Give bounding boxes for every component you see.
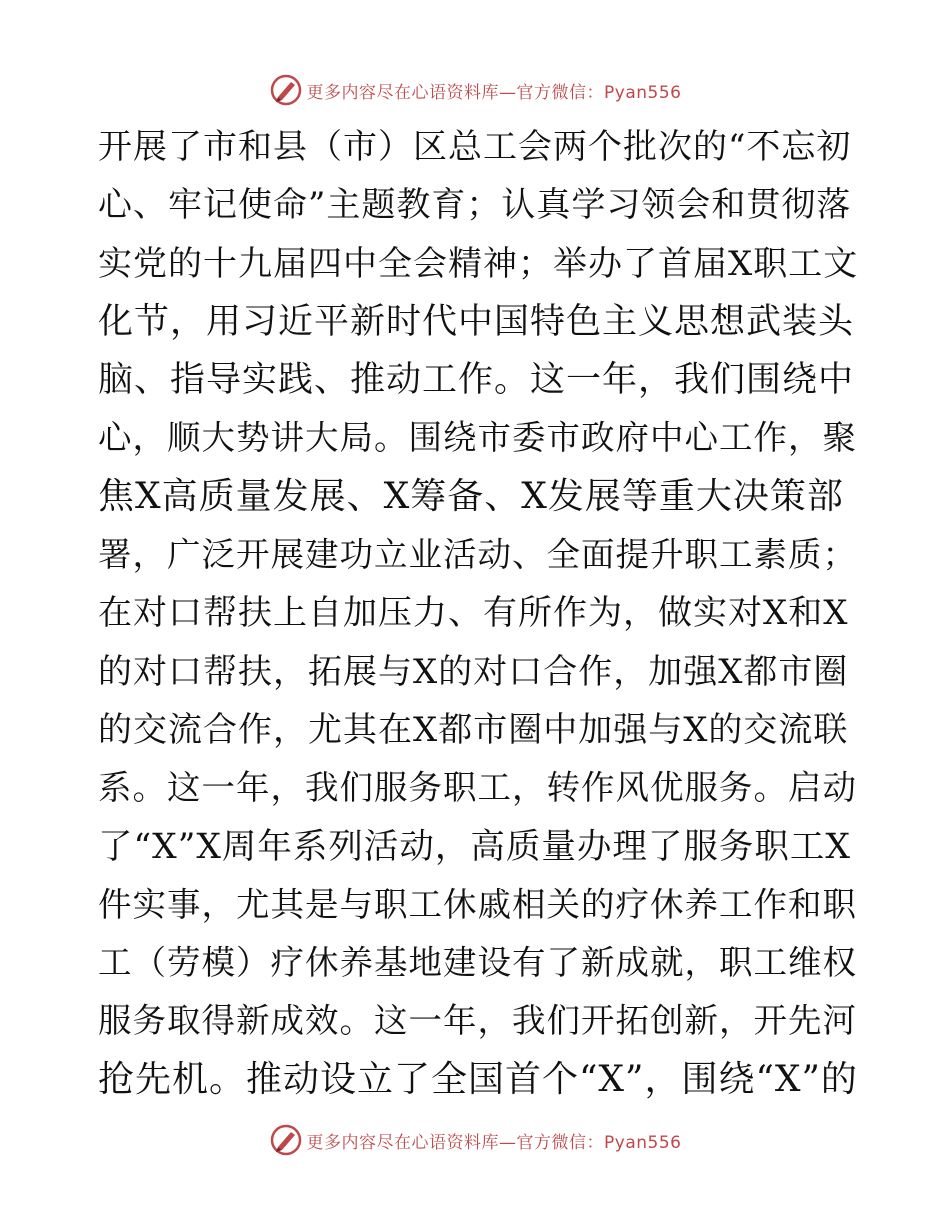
body-line: 的交流合作，尤其在X都市圈中加强与X的交流联	[98, 709, 849, 750]
body-line: 抢先机。推动设立了全国首个“X”，围绕“X”的	[98, 1058, 858, 1100]
body-line: 心、牢记使命”主题教育；认真学习领会和贯彻落	[98, 185, 852, 226]
body-line: 化节，用习近平新时代中国特色主义思想武装头	[98, 301, 855, 342]
body-line: 在对口帮扶上自加压力、有所作为，做实对X和X	[98, 593, 849, 634]
document-body	[98, 118, 858, 1109]
body-line: 工（劳模）疗休养基地建设有了新成就，职工维权	[98, 943, 857, 983]
body-line: 的对口帮扶，拓展与X的对口合作，加强X都市圈	[98, 651, 849, 692]
body-line: 脑、指导实践、推动工作。这一年，我们围绕中	[98, 360, 855, 401]
body-line: 实党的十九届四中全会精神；举办了首届X职工文	[98, 243, 859, 284]
body-line: 了“X”X周年系列活动，高质量办理了服务职工X	[98, 826, 851, 867]
body-line: 心，顺大势讲大局。围绕市委市政府中心工作，聚	[98, 418, 857, 458]
red-seal-pen-logo-icon	[269, 73, 303, 107]
footer-watermark	[0, 1122, 950, 1158]
watermark-text: 更多内容尽在心语资料库—官方微信：Pyan556	[306, 82, 682, 103]
red-seal-pen-logo-icon	[269, 1123, 303, 1157]
body-line: 系。这一年，我们服务职工，转作风优服务。启动	[98, 768, 857, 808]
body-line: 署，广泛开展建功立业活动、全面提升职工素质；	[98, 535, 857, 575]
body-line: 件实事，尤其是与职工休戚相关的疗休养工作和职	[98, 884, 857, 924]
body-line: 服务取得新成效。这一年，我们开拓创新，开先河	[98, 1001, 857, 1041]
watermark-text: 更多内容尽在心语资料库—官方微信：Pyan556	[306, 1132, 682, 1153]
header-watermark	[0, 72, 950, 108]
body-line: 焦X高质量发展、X筹备、X发展等重大决策部	[98, 475, 844, 517]
body-line: 开展了市和县（市）区总工会两个批次的“不忘初	[98, 127, 852, 167]
